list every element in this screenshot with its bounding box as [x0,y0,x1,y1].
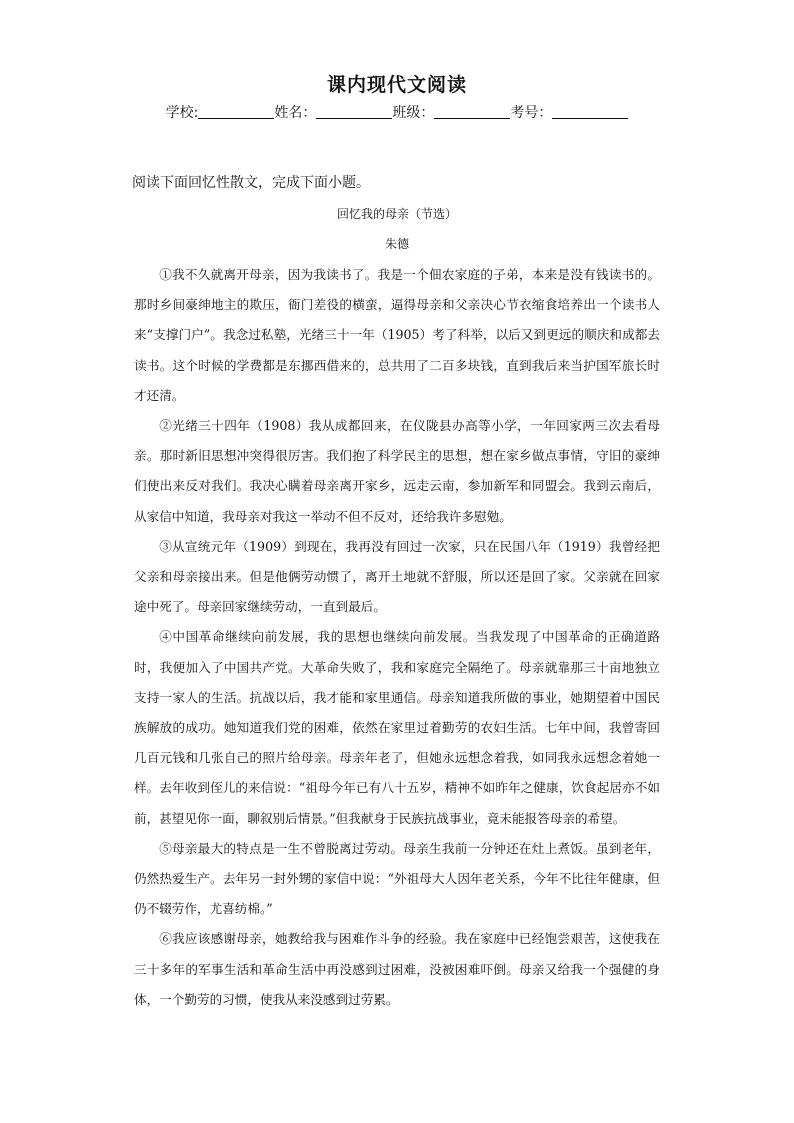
paragraph-6: ⑥我应该感谢母亲，她教给我与困难作斗争的经验。我在家庭中已经饱尝艰苦，这使我在三十多年的军事生活和革命生活中再没感到过困难，没被困难吓倒。母亲又给我一个强健的身体，一个勤劳的习惯，使我从来没感到过劳累。 [134,931,660,1007]
class-blank [434,104,510,119]
student-info-line [0,102,794,122]
paragraph-5: ⑤母亲最大的特点是一生不曾脱离过劳动。母亲生我前一分钟还在灶上煮饭。虽到老年，仍然热爱生产。去年另一封外甥的家信中说：“外祖母大人因年老关系，今年不比往年健康，但仍不辍劳作，尤喜纺棉。” [134,840,660,917]
exam-no-blank [552,104,628,119]
passage-author: 朱德 [384,237,409,251]
school-label: 学校: [165,105,199,121]
paragraph-3: ③从宣统元年（1909）到现在，我再没有回过一次家，只在民国八年（1919）我曾经把父亲和母亲接出来。但是他俩劳动惯了，离开土地就不舒服，所以还是回了家。父亲就在回家途中死了。母亲回家继续劳动，一直到最后。 [134,538,660,615]
class-label: 班级： [392,105,435,121]
passage-body [134,260,660,1015]
name-label: 姓名： [274,105,317,121]
paragraph-4: ④中国革命继续向前发展，我的思想也继续向前发展。当我发现了中国革命的正确道路时，我便加入了中国共产党。大革命失败了，我和家庭完全隔绝了。母亲就靠那三十亩地独立支持一家人的生活。抗战以后，我才能和家里通信。母亲知道我所做的事业，她期望着中国民族解放的成功。她知道我们党的困难，依然在家里过着勤劳的农妇生活。七年中间，我曾寄回几百元钱和几张自己的照片给母亲。母亲年老了，但她永远想念着我，如同我永远想念着她一样。去年收到侄儿的来信说：“祖母今年已有八十五岁，精神不如昨年之健康，饮食起居亦不如前，甚望见你一面，聊叙别后情景。”但我献身于民族抗战事业，竟未能报答母亲的希望。 [134,629,660,826]
school-blank [198,104,274,119]
page-title: 课内现代文阅读 [326,74,467,96]
passage-title: 回忆我的母亲（节选） [336,207,457,221]
paragraph-1: ①我不久就离开母亲，因为我读书了。我是一个佃农家庭的子弟，本来是没有钱读书的。那时乡间豪绅地主的欺压，衙门差役的横蛮，逼得母亲和父亲决心节衣缩食培养出一个读书人来“支撑门户”。我念过私塾，光绪三十一年（1905）考了科举，以后又到更远的顺庆和成都去读书。这个时候的学费都是东挪西借来的，总共用了二百多块钱，直到我后来当护国军旅长时才还清。 [134,267,660,403]
exam-no-label: 考号： [510,105,553,121]
paragraph-2: ②光绪三十四年（1908）我从成都回来，在仪陇县办高等小学，一年回家两三次去看母亲。那时新旧思想冲突得很厉害。我们抱了科学民主的思想，想在家乡做点事情，守旧的豪绅们使出来反对我们。我决心瞒着母亲离开家乡，远走云南，参加新军和同盟会。我到云南后，从家信中知道，我母亲对我这一举动不但不反对，还给我许多慰勉。 [134,418,660,524]
name-blank [316,104,392,119]
instruction: 阅读下面回忆性散文，完成下面小题。 [132,175,370,191]
